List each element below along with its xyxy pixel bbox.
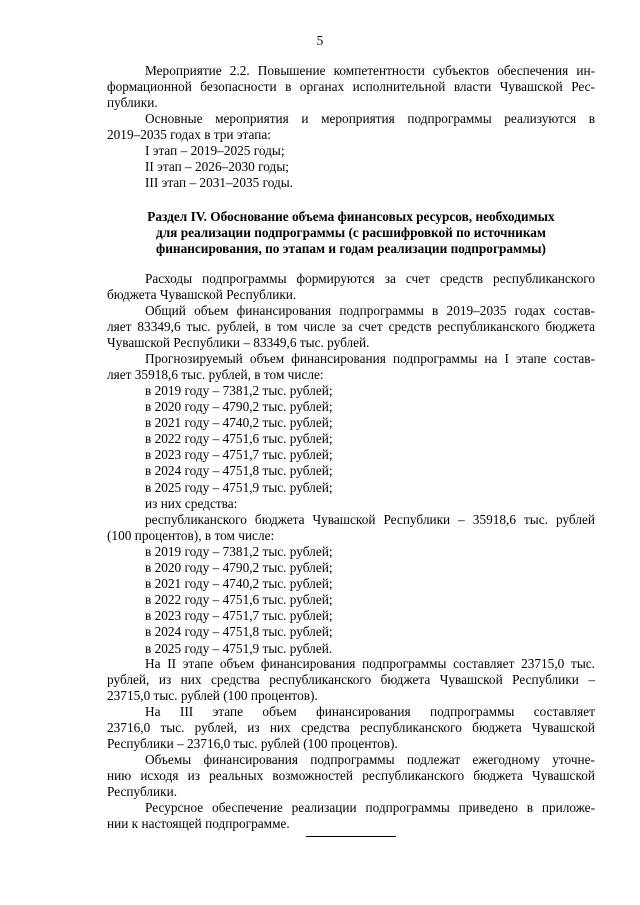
text-line: Прогнозируемый объем финансирования подпрограммы на I этапе состав- xyxy=(145,351,595,366)
text-line: нию исходя из реальных возможностей республиканского бюджета Чувашской xyxy=(107,768,595,784)
year-item: в 2024 году – 4751,8 тыс. рублей; xyxy=(145,624,333,640)
main-measures-paragraph xyxy=(107,111,595,143)
heading-line: для реализации подпрограммы (с расшифровкой по источникам xyxy=(156,225,546,241)
text-line: На II этапе объем финансирования подпрограммы составляет 23715,0 тыс. xyxy=(145,656,595,671)
expenses-paragraph xyxy=(107,271,595,303)
text-line: На III этапе объем финансирования подпрограммы составляет xyxy=(145,704,595,719)
year-item: в 2021 году – 4740,2 тыс. рублей; xyxy=(145,576,333,592)
year-item: в 2022 году – 4751,6 тыс. рублей; xyxy=(145,592,333,608)
stage-item: I этап – 2019–2025 годы; xyxy=(145,143,285,158)
text-line: Мероприятие 2.2. Повышение компетентности субъектов обеспечения ин- xyxy=(145,63,595,78)
separator-line xyxy=(306,836,396,837)
text-line: ляет 83349,6 тыс. рублей, в том числе за счет средств республиканского бюджета xyxy=(107,319,595,335)
total-volume-paragraph xyxy=(107,303,595,351)
text-line: Расходы подпрограммы формируются за счет средств республиканского xyxy=(145,271,595,286)
stages-list xyxy=(107,143,595,191)
year-item: в 2024 году – 4751,8 тыс. рублей; xyxy=(145,463,333,479)
stage1-forecast-paragraph xyxy=(107,351,595,383)
year-item: в 2025 году – 4751,9 тыс. рублей. xyxy=(145,640,333,656)
year-item: в 2020 году – 4790,2 тыс. рублей; xyxy=(145,399,333,415)
year-item: в 2019 году – 7381,2 тыс. рублей; xyxy=(145,383,333,398)
stage-item: II этап – 2026–2030 годы; xyxy=(145,159,289,175)
stage2-paragraph xyxy=(107,656,595,704)
year-item: в 2025 году – 4751,9 тыс. рублей; xyxy=(145,479,333,495)
stage3-paragraph xyxy=(107,704,595,752)
volumes-paragraph xyxy=(107,752,595,800)
republican-budget-paragraph xyxy=(107,512,595,544)
text-line: Ресурсное обеспечение реализации подпрограммы приведено в приложе- xyxy=(145,800,595,815)
text-line: бюджета Чувашской Республики. xyxy=(107,287,297,303)
text-line: формационной безопасности в органах исполнительной власти Чувашской Рес- xyxy=(107,79,595,95)
of-them-line: из них средства: xyxy=(145,495,238,511)
text-line: (100 процентов), в том числе: xyxy=(107,528,275,544)
year-item: в 2022 году – 4751,6 тыс. рублей; xyxy=(145,431,333,447)
text-line: публики. xyxy=(107,95,158,111)
republican-years-list xyxy=(107,544,595,657)
text-line: рублей, из них средства республиканского бюджета Чувашской Республики – xyxy=(107,672,595,688)
text-line: 23715,0 тыс. рублей (100 процентов). xyxy=(107,688,318,704)
year-item: в 2019 году – 7381,2 тыс. рублей; xyxy=(145,544,333,559)
year-item: в 2020 году – 4790,2 тыс. рублей; xyxy=(145,560,333,576)
text-line: Объемы финансирования подпрограммы подлежат ежегодному уточне- xyxy=(145,752,595,767)
heading-line: Раздел IV. Обоснование объема финансовых ресурсов, необходимых xyxy=(147,209,555,224)
measure-2-2-paragraph xyxy=(107,63,595,111)
text-line: Чувашской Республики – 83349,6 тыс. рублей. xyxy=(107,335,370,351)
year-item: в 2023 году – 4751,7 тыс. рублей; xyxy=(145,608,333,624)
text-line: 23716,0 тыс. рублей, из них средства республиканского бюджета Чувашской xyxy=(107,720,595,736)
section-heading xyxy=(107,209,595,257)
heading-line: финансирования, по этапам и годам реализации подпрограммы) xyxy=(156,241,546,257)
year-item: в 2021 году – 4740,2 тыс. рублей; xyxy=(145,415,333,431)
stage1-years-list xyxy=(107,383,595,512)
year-item: в 2023 году – 4751,7 тыс. рублей; xyxy=(145,447,333,463)
text-line: Основные мероприятия и мероприятия подпрограммы реализуются в xyxy=(145,111,595,126)
text-line: нии к настоящей подпрограмме. xyxy=(107,816,290,832)
text-line: республиканского бюджета Чувашской Республики – 35918,6 тыс. рублей xyxy=(145,512,595,527)
page-number: 5 xyxy=(316,33,324,48)
text-line: Республики. xyxy=(107,784,178,800)
text-line: Республики – 23716,0 тыс. рублей (100 процентов). xyxy=(107,736,398,752)
stage-item: III этап – 2031–2035 годы. xyxy=(145,175,293,191)
resource-paragraph xyxy=(107,800,595,832)
text-line: 2019–2035 годах в три этапа: xyxy=(107,127,271,143)
text-line: ляет 35918,6 тыс. рублей, в том числе: xyxy=(107,367,324,383)
text-line: Общий объем финансирования подпрограммы в 2019–2035 годах состав- xyxy=(145,303,595,318)
